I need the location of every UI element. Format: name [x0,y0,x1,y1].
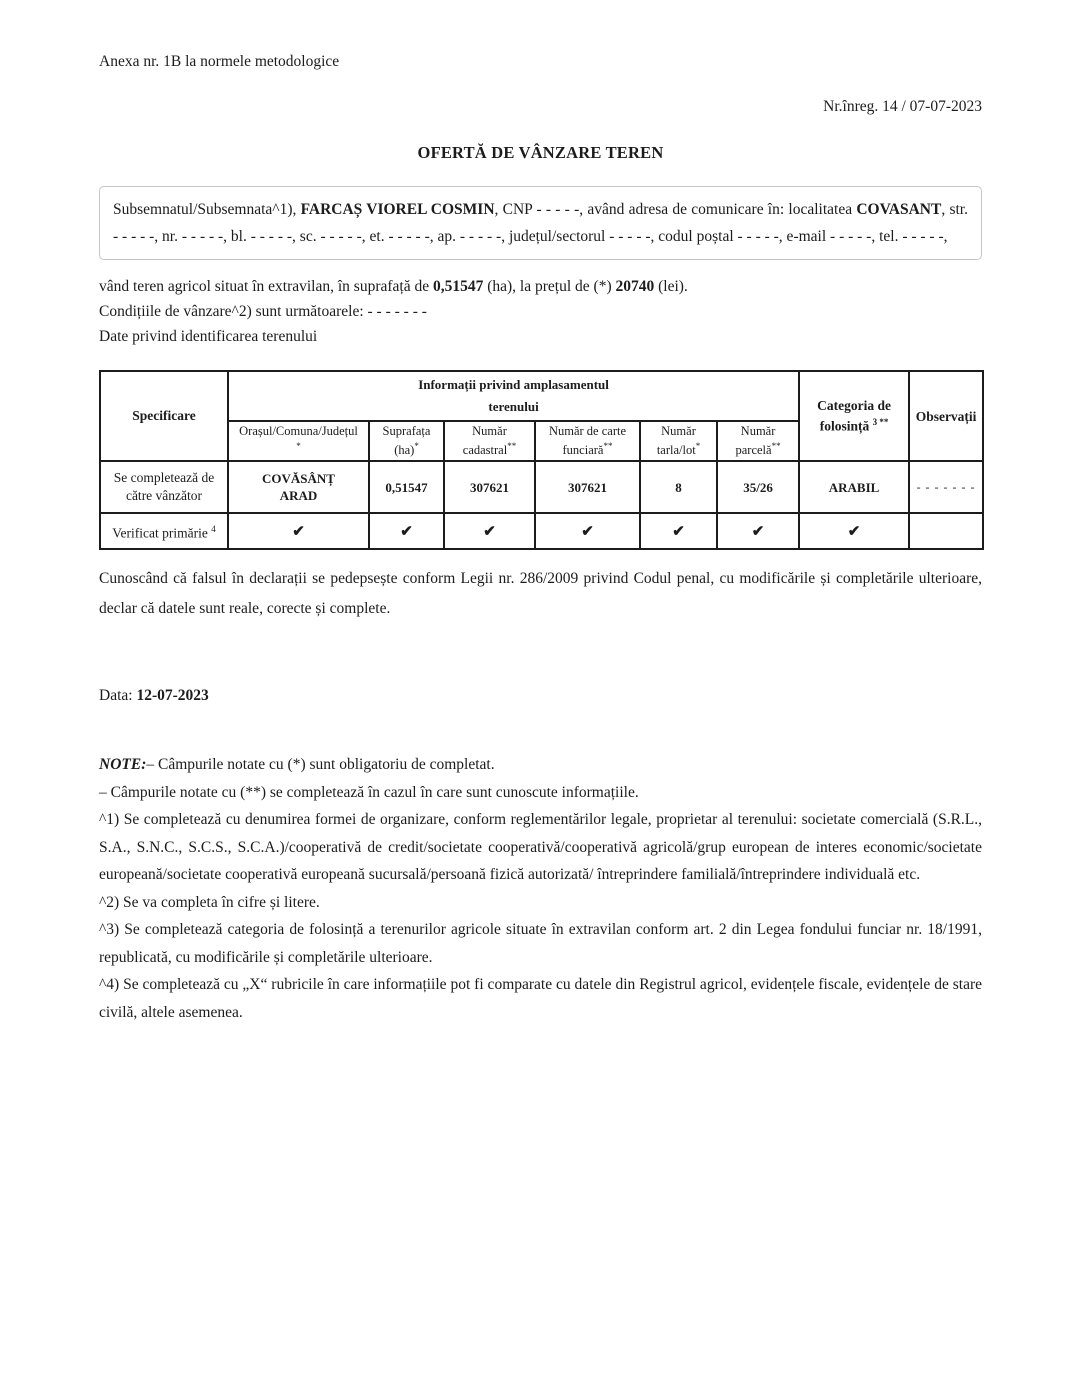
carte-funciara-mark: ** [603,441,613,451]
suprafata-line1: Suprafața [382,424,431,438]
header-observatii: Observații [909,371,983,461]
header-parcela [717,421,799,461]
cell-observations: - - - - - - - [909,461,983,513]
declaration-box [99,186,982,260]
cell-parcel: 35/26 [717,461,799,513]
parcela-mark: ** [771,441,781,451]
header-suprafata [369,421,444,461]
categoria-mark: 3 ** [872,417,889,428]
sale-info [99,274,982,349]
suprafata-line2: (ha) [394,443,415,458]
tarla-mark: * [695,441,701,451]
checkmark-icon: ✔ [799,513,909,549]
land-identification-table [99,370,984,550]
annex-note: Anexa nr. 1B la normele metodologice [99,53,340,70]
header-carte-funciara [535,421,640,461]
seller-name: FARCAȘ VIOREL COSMIN [300,201,495,218]
group-header-line2: terenului [488,399,539,414]
locality-value-line1: COVĂSÂNȚ [262,471,335,487]
page-title: OFERTĂ DE VÂNZARE TEREN [417,143,664,162]
notes-title: NOTE: [99,756,147,774]
header-categoria-folosinta [799,371,909,461]
oras-line1: Orașul/Comuna/Județul [239,424,358,438]
legal-statement: Cunoscând că falsul în declarații se pedepsește conform Legii nr. 286/2009 privind Codul penal, cu modificările și completările ulterioare, declar că datele sunt reale, corecte și complete. [99,570,982,618]
checkmark-icon: ✔ [535,513,640,549]
carte-funciara-line2: funciară [562,443,604,458]
cell-area: 0,51547 [369,461,444,513]
cell-cadastral: 307621 [444,461,535,513]
notes-section [99,751,982,1026]
note-2: ^2) Se va completa în cifre și litere. [99,893,320,911]
seller-row-label: Se completează de către vânzător [100,461,228,513]
cell-observations-verify [909,513,983,549]
note-4: ^4) Se completează cu „X“ rubricile în care informațiile pot fi comparate cu datele din Registrul agricol, evidențele fiscale, evidențele de stare civilă, altele asemenea. [99,976,982,1021]
cadastral-mark: ** [507,441,517,451]
tarla-line1: Număr [661,424,696,438]
oras-mark: * [296,441,301,451]
parcela-line1: Număr [740,424,776,438]
checkmark-icon: ✔ [717,513,799,549]
group-header-line1: Informații privind amplasamentul [418,377,609,392]
date-line [99,687,982,705]
sale-sentence [99,274,982,299]
cell-land-book: 307621 [535,461,640,513]
checkmark-icon: ✔ [369,513,444,549]
verify-row [100,513,983,549]
suprafata-mark: * [414,441,419,451]
note-3: ^3) Se completează categoria de folosință a terenurilor agricole situate în extravilan conform art. 2 din Legea fondului funciar nr. 18/1991, republicată, cu modificările și completările ulterioare. [99,921,982,966]
header-numar-cadastral [444,421,535,461]
cell-locality [228,461,369,513]
header-tarla-lot [640,421,717,461]
declaration-after-name: , CNP - - - - -, având adresa de comunicare în: localitatea [494,201,857,218]
note-optional: – Câmpurile notate cu (**) se completează în cazul în care sunt cunoscute informațiile. [99,783,639,801]
note-1: ^1) Se completează cu denumirea formei de organizare, conform reglementărilor legale, proprietar al terenului: societate comercială (S.R.L., S.A., S.N.C., S.C.S., S.C.A.)/cooperativă de credit/societate cooperativă/cooperativă agricolă/grup european de interes economic/societate europeană/societate cooperativă europeană sucursală/persoană fizică autorizată/ întreprindere familială/întreprindere individuală etc. [99,811,982,884]
locality-value-line2: ARAD [279,488,318,504]
price-value: 20740 [615,278,655,295]
verify-label-text: Verificat primărie [112,525,208,541]
sale-sentence-mid: (ha), la prețul de (*) [483,278,616,295]
verify-row-label [100,513,228,549]
header-specificare: Specificare [100,371,228,461]
verify-label-mark: 4 [211,523,216,534]
date-value: 12-07-2023 [136,687,209,705]
carte-funciara-line1: Număr de carte [548,424,627,438]
parcela-line2: parcelă [735,443,772,458]
sale-sentence-end: (lei). [654,278,688,295]
cell-tarla: 8 [640,461,717,513]
cadastral-line2: cadastral [462,443,508,458]
seller-data-row [100,461,983,513]
registration-number: Nr.înreg. 14 / 07-07-2023 [823,98,982,115]
tarla-line2: tarla/lot [656,443,696,458]
sale-conditions: Condițiile de vânzare^2) sunt următoarele: - - - - - - - [99,303,427,320]
checkmark-icon: ✔ [228,513,369,549]
header-group-amplasament [228,371,799,421]
checkmark-icon: ✔ [444,513,535,549]
land-area-value: 0,51547 [432,278,484,295]
categoria-line1: Categoria de [817,398,891,414]
note-obligatory [99,751,982,779]
cell-category: ARABIL [799,461,909,513]
seller-locality: COVASANT [856,201,942,218]
categoria-line2: folosință [819,418,870,434]
note-line1: – Câmpurile notate cu (*) sunt obligatoriu de completat. [146,756,495,774]
declaration-address-fields: , str. - - - - -, nr. - - - - -, bl. - - - - -, sc. - - - - -, et. - - - - -, ap. - - - - -, județul/sectorul - - - - -, codul poștal - - - - -, e-mail - - - - -, tel. - - - - -, [113,201,968,245]
date-label: Data: [99,687,137,705]
checkmark-icon: ✔ [640,513,717,549]
land-identification-heading: Date privind identificarea terenului [99,328,318,345]
cadastral-line1: Număr [472,424,507,438]
header-oras-comuna-judet [228,421,369,461]
declaration-intro: Subsemnatul/Subsemnata^1), [113,201,301,218]
sale-sentence-start: vând teren agricol situat în extravilan, în suprafață de [99,278,433,295]
